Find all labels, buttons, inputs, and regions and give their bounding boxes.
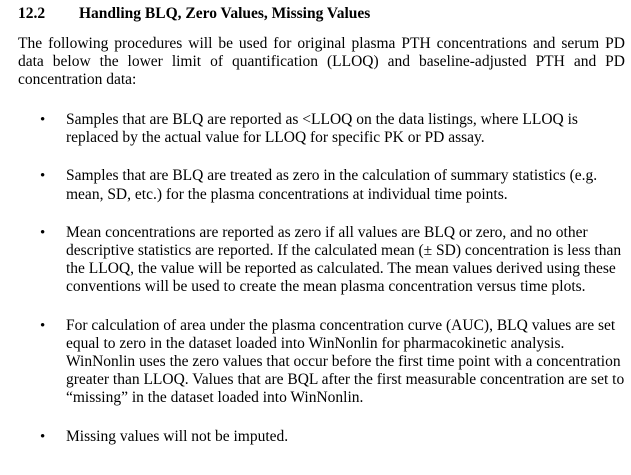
procedure-list xyxy=(18,111,625,446)
list-item xyxy=(18,317,625,408)
intro-paragraph: The following procedures will be used for original plasma PTH concentrations and serum PD data below the lower limit of quantification (LLOQ) and baseline-adjusted PTH and PD concentration data: xyxy=(18,35,625,88)
section-title: Handling BLQ, Zero Values, Missing Values xyxy=(79,5,371,22)
bullet-icon: • xyxy=(40,428,46,445)
list-item xyxy=(18,167,625,203)
bullet-icon: • xyxy=(40,168,46,185)
list-item-text: Samples that are BLQ are treated as zero in the calculation of summary statistics (e.g. mean, SD, etc.) for the plasma concentrations at individual time points. xyxy=(66,167,598,203)
list-item xyxy=(18,428,625,446)
document-page xyxy=(0,4,631,475)
list-item xyxy=(18,224,625,297)
list-item-text: For calculation of area under the plasma concentration curve (AUC), BLQ values are set equal to zero in the dataset loaded into WinNonlin for pharmacokinetic analysis. WinNonlin uses the zero values that occur before the first time point with a concentration greater than LLOQ. Values that are BQL after the first measurable concentration are set to “missing” in the dataset loaded into WinNonlin. xyxy=(66,316,625,407)
section-heading xyxy=(18,4,625,23)
list-item-text: Missing values will not be imputed. xyxy=(66,427,289,445)
section-number: 12.2 xyxy=(18,5,46,22)
bullet-icon: • xyxy=(40,224,46,241)
bullet-icon: • xyxy=(40,112,46,128)
bullet-icon: • xyxy=(40,317,46,334)
list-item-text: Samples that are BLQ are reported as <LLOQ on the data listings, where LLOQ is replaced by the actual value for LLOQ for specific PK or PD assay. xyxy=(66,111,578,147)
list-item xyxy=(18,111,625,147)
list-item-text: Mean concentrations are reported as zero if all values are BLQ or zero, and no other descriptive statistics are reported. If the calculated mean (± SD) concentration is less than the LLOQ, the value will be reported as calculated. The mean values derived using these conventions will be used to create the mean plasma concentration versus time plots. xyxy=(66,223,622,296)
